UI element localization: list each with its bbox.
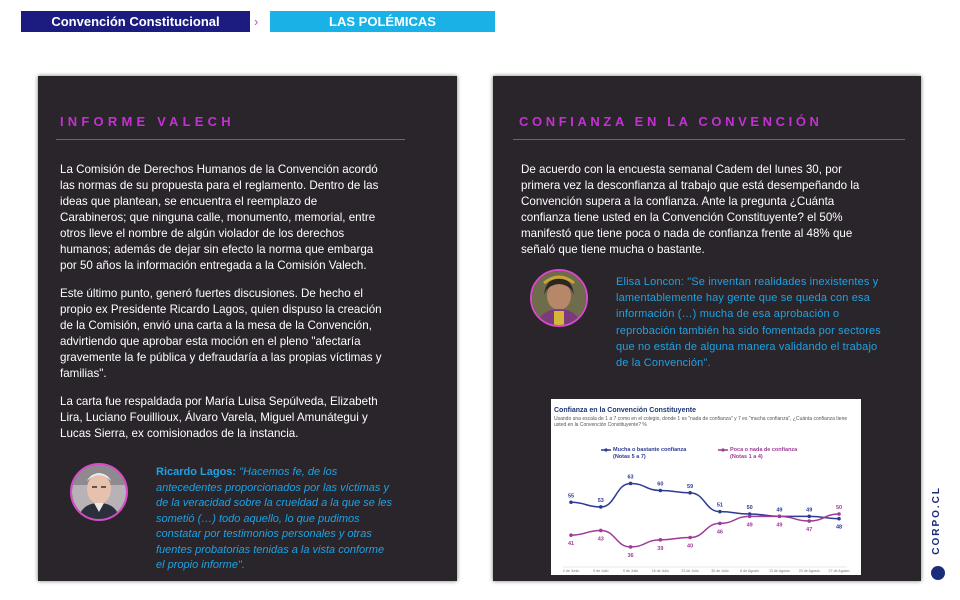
data-label: 49 [776, 507, 783, 514]
data-label: 59 [687, 483, 694, 490]
data-label: 53 [597, 497, 604, 504]
chevron-right-icon: › [254, 14, 259, 29]
title-divider [56, 139, 405, 140]
lagos-quote [156, 465, 394, 574]
data-label: 50 [835, 505, 843, 511]
ricardo-lagos-avatar [70, 463, 128, 521]
breadcrumb-section[interactable]: Convención Constitucional [21, 11, 250, 32]
data-point [688, 491, 692, 495]
chart-title: Confianza en la Convención Constituyente [554, 407, 696, 414]
x-tick-label: 9 de Julio [622, 569, 639, 573]
x-tick-label: 16 de Julio [651, 569, 670, 573]
data-point [807, 515, 811, 519]
brand-name: CORPO.CL [931, 486, 942, 555]
loncon-quote: Elisa Loncon: "Se inventan realidades inexistentes y lamentablemente hay gente que se queda con esa información (…) mucha de esa aprobación o reprobación también ha sido fomentada por sectores que no están de alguna manera validando el trabajo de la Convención". [616, 276, 881, 370]
data-point [688, 536, 692, 540]
panel-title: INFORME VALECH [60, 114, 235, 129]
data-label: 49 [806, 507, 813, 514]
data-point [778, 515, 782, 519]
data-label: 50 [746, 505, 753, 511]
confianza-panel [493, 76, 921, 581]
panel-body [60, 162, 382, 454]
data-point [807, 519, 811, 523]
data-label: 36 [627, 552, 634, 559]
data-point [718, 510, 722, 514]
data-label: 60 [657, 481, 664, 488]
x-tick-label: 30 de Julio [711, 569, 729, 573]
informe-valech-panel [38, 76, 457, 581]
legend-swatch [604, 448, 607, 451]
x-tick-label: 9 de Julio [593, 569, 609, 573]
data-point [629, 545, 633, 549]
data-point [837, 517, 841, 521]
data-label: 55 [567, 493, 575, 500]
paragraph: Este último punto, generó fuertes discusiones. De hecho el propio ex Presidente Ricardo Lagos, quien dispuso la creación de la Comisión, envió una carta a la mesa de la Convención, advirtiendo que aprobar esta moción en el pleno "afectaría gravemente la fe pública y defraudaría a las propias víctimas y familias". [60, 287, 382, 380]
quote-author: Ricardo Lagos: [156, 466, 237, 478]
confianza-chart [551, 399, 861, 575]
panel-body: De acuerdo con la encuesta semanal Cadem del lunes 30, por primera vez la desconfianza al trabajo que está desempeñando la Convención supera a la confianza. Ante la pregunta ¿Cuánta confianza tiene usted en la Convención Constituyente? el 50% manifestó que tiene poca o nada de confianza frente al 48% que señaló que tiene mucha o bastante. [521, 163, 860, 256]
data-label: 48 [835, 524, 843, 531]
series-line-1 [571, 483, 839, 518]
elisa-loncon-avatar [530, 269, 588, 327]
data-label: 47 [806, 527, 813, 534]
data-label: 46 [716, 529, 723, 536]
legend-swatch [721, 448, 724, 451]
title-divider [513, 139, 905, 140]
data-label: 40 [687, 543, 694, 550]
legend-note: (Notas 5 a 7) [613, 454, 646, 460]
x-tick-label: 13 de Agosto [768, 569, 790, 573]
data-point [837, 512, 841, 516]
data-label: 43 [597, 536, 604, 543]
panel-title: CONFIANZA EN LA CONVENCIÓN [519, 114, 823, 129]
legend-label: Poca o nada de confianza [730, 447, 798, 453]
x-tick-label: 2 de Junio [562, 569, 580, 573]
x-tick-label: 6 de Agosto [740, 569, 760, 573]
paragraph: La carta fue respaldada por María Luisa Sepúlveda, Elizabeth Lira, Luciano Fouillioux, Álvaro Varela, Miguel Amunátegui y Lucas Sierra, ex comisionados de la instancia. [60, 395, 378, 440]
data-point [599, 505, 603, 509]
series-line-2 [571, 514, 839, 547]
data-label: 39 [657, 545, 664, 552]
quote-text: "Hacemos fe, de los antecedentes proporcionados por las víctimas y de la veracidad sobre la crueldad a la que se les sometió (…) todo aquello, lo que pudimos constatar por testimonios personales y otras fuentes probatorias tenidas a la vista conforme el propio informe". [156, 466, 393, 571]
data-label: 51 [716, 502, 723, 509]
data-point [599, 529, 603, 533]
data-point [569, 533, 573, 537]
data-point [659, 489, 663, 493]
legend-note: (Notas 1 a 4) [730, 454, 763, 460]
data-label: 49 [776, 522, 783, 529]
x-tick-label: 23 de Julio [681, 569, 699, 573]
breadcrumb-current[interactable]: LAS POLÉMICAS [270, 11, 495, 32]
chart-plot [551, 399, 861, 575]
paragraph: La Comisión de Derechos Humanos de la Convención acordó las normas de su propuesta para el reglamento. Dentro de las ideas que plantean, se encuentra el reemplazo de Carabineros; que ninguna calle, monumento, memorial, entre otros lleve el nombre de algún violador de los derechos humanos; además de dejar sin efecto la norma que embarga por 50 años la información entregada a la Comisión Valech. [60, 163, 379, 272]
data-label: 49 [746, 522, 753, 529]
data-label: 63 [627, 474, 634, 481]
corpo-logo [929, 482, 947, 582]
data-label: 41 [567, 541, 575, 548]
x-tick-label: 27 de Agosto [828, 569, 850, 573]
data-point [718, 522, 722, 526]
data-point [569, 500, 573, 504]
legend-label: Mucha o bastante confianza [613, 447, 687, 453]
brand-mark-icon [931, 566, 945, 580]
x-tick-label: 20 de Agosto [798, 569, 820, 573]
data-point [659, 538, 663, 542]
chart-subtitle: Usando una escala de 1 a 7 como en el colegio, donde 1 es "nada de confianza" y 7 es "mucha confianza", ¿Cuánta confianza tiene usted en la Convención Constituyente? % [554, 416, 848, 428]
data-point [629, 482, 633, 486]
data-point [748, 515, 752, 519]
